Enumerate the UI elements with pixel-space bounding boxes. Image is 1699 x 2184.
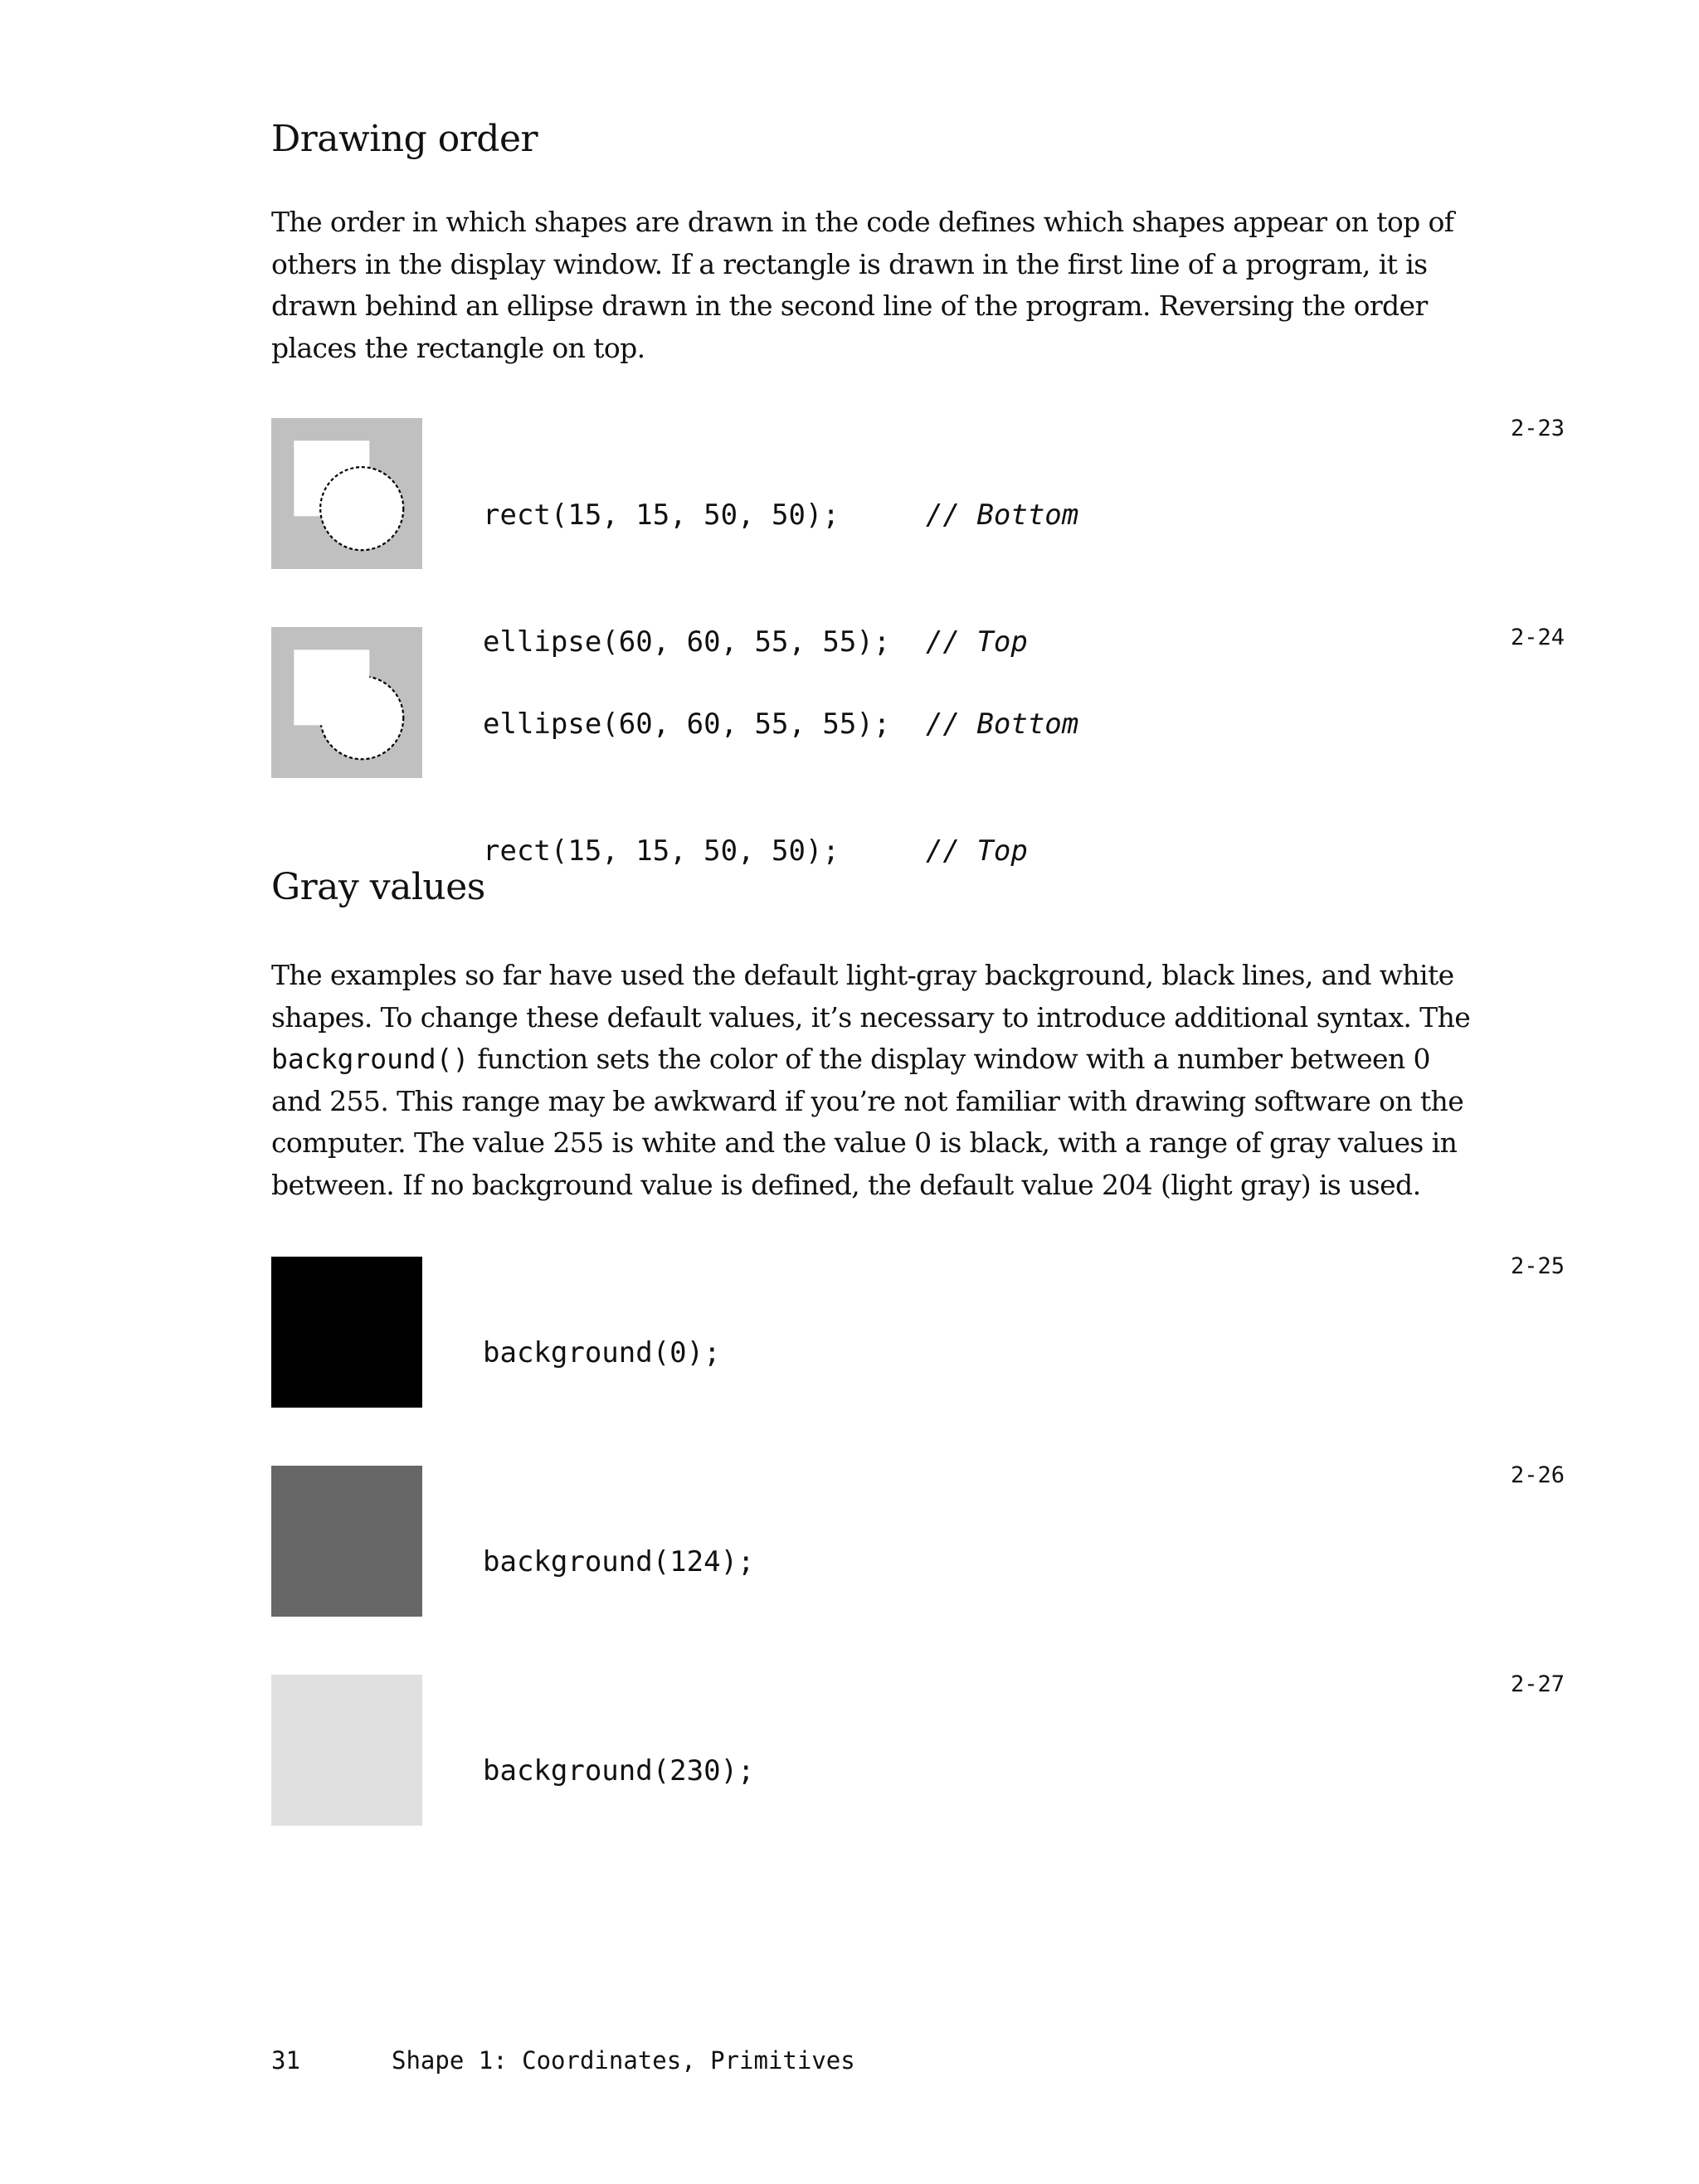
- inline-code-background: background(): [271, 1043, 470, 1075]
- example-2-23-display-window: [271, 418, 422, 569]
- example-2-25-display-window: [271, 1257, 422, 1408]
- section-heading-drawing-order: Drawing order: [271, 118, 538, 160]
- code-line: background(230);: [483, 1754, 755, 1788]
- gray-values-paragraph: The examples so far have used the default light-gray background, black lines, and white shapes. To change these default values, it’s necessary to introduce additional syntax. The background() function sets the color of the display window with a number between 0 and 255. This range may be awkward if you’re not familiar with drawing software on the computer. The value 255 is white and the value 0 is black, with a range of gray values in between. If no background value is defined, the default value 204 (light gray) is used.: [271, 959, 1471, 1201]
- example-number-2-27: 2-27: [1510, 1671, 1565, 1697]
- example-2-27-code: [483, 1666, 755, 1835]
- rect-shape: [294, 649, 369, 725]
- example-number-2-26: 2-26: [1510, 1462, 1565, 1488]
- chapter-title: Shape 1: Coordinates, Primitives: [392, 2046, 855, 2075]
- example-2-25-code: [483, 1248, 721, 1417]
- ellipse-shape: [320, 467, 403, 550]
- example-2-26-code: [483, 1457, 755, 1626]
- page-number: 31: [271, 2046, 300, 2075]
- code-line: rect(15, 15, 50, 50); // Top: [483, 834, 1028, 868]
- section-heading-gray-values: Gray values: [271, 866, 485, 908]
- example-number-2-25: 2-25: [1510, 1253, 1565, 1279]
- code-line: background(0);: [483, 1336, 721, 1369]
- drawing-order-paragraph: The order in which shapes are drawn in the code defines which shapes appear on top of others in the display window. If a rectangle is drawn in the first line of a program, it is drawn behind an ellipse drawn in the second line of the program. Reversing the order places the rectangle on top.: [271, 206, 1454, 364]
- example-number-2-23: 2-23: [1510, 416, 1565, 441]
- code-line: ellipse(60, 60, 55, 55); // Top: [483, 625, 1028, 659]
- example-2-24-display-window: [271, 627, 422, 778]
- code-line: rect(15, 15, 50, 50); // Bottom: [483, 499, 1079, 532]
- example-2-27-display-window: [271, 1675, 422, 1826]
- example-number-2-24: 2-24: [1510, 625, 1565, 650]
- code-line: background(124);: [483, 1545, 755, 1578]
- example-2-26-display-window: [271, 1466, 422, 1617]
- code-line: ellipse(60, 60, 55, 55); // Bottom: [483, 708, 1079, 741]
- example-2-24-code: [483, 619, 1078, 915]
